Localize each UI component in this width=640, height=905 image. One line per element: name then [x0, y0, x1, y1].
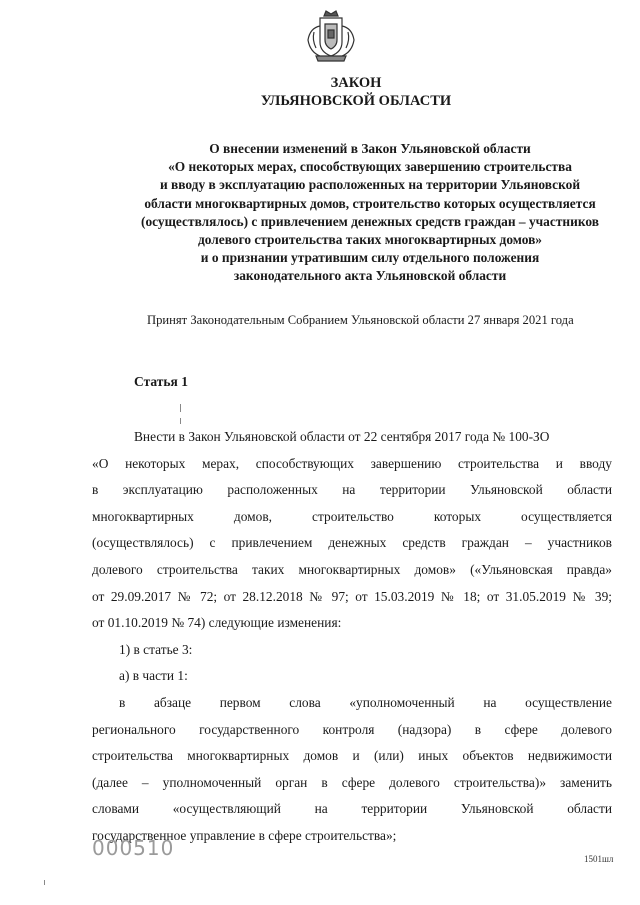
article-body — [92, 424, 612, 850]
body-line: от 01.10.2019 № 74) следующие изменения: — [92, 615, 342, 631]
body-line: словами «осуществляющий на территории Ульяновской области — [92, 801, 612, 817]
body-line: «О некоторых мерах, способствующих завершению строительства и вводу — [92, 455, 612, 471]
coat-of-arms-icon — [302, 6, 360, 64]
subject-line: законодательного акта Ульяновской области — [233, 268, 507, 284]
body-line: многоквартирных домов, строительство которых осуществляется — [92, 508, 612, 524]
body-line: 1) в статье 3: — [119, 641, 193, 657]
document-code: 1501шл — [584, 854, 614, 864]
scan-speck — [44, 880, 45, 885]
scan-speck — [180, 418, 181, 424]
subject-line: О внесении изменений в Закон Ульяновской области — [209, 141, 531, 156]
body-line: от 29.09.2017 № 72; от 28.12.2018 № 97; от 15.03.2019 № 18; от 31.05.2019 № 39; — [92, 588, 612, 604]
body-line: регионального государственного контроля (надзора) в сфере долевого — [92, 721, 612, 737]
body-line: а) в части 1: — [119, 668, 188, 684]
body-line: государственное управление в сфере строительства»; — [92, 827, 397, 843]
scan-speck — [180, 404, 181, 412]
article-heading: Статья 1 — [134, 374, 188, 389]
subject-line: и о признании утратившим силу отдельного положения — [200, 250, 540, 266]
body-line: (осуществлялось) с привлечением денежных средств граждан – участников — [92, 535, 612, 551]
law-subject — [120, 140, 620, 286]
law-title-line: УЛЬЯНОВСКОЙ ОБЛАСТИ — [260, 93, 452, 109]
body-line: строительства многоквартирных домов и (или) иных объектов недвижимости — [92, 748, 612, 764]
body-line: Внести в Закон Ульяновской области от 22 сентября 2017 года № 100-ЗО — [134, 429, 550, 444]
law-title-line: ЗАКОН — [330, 75, 382, 91]
body-line: долевого строительства таких многоквартирных домов» («Ульяновская правда» — [92, 561, 612, 577]
law-title — [0, 74, 640, 110]
body-line: (далее – уполномоченный орган в сфере долевого строительства)» заменить — [92, 774, 612, 790]
adoption-note: Принят Законодательным Собранием Ульяновской области 27 января 2021 года — [147, 313, 574, 327]
subject-line: и вводу в эксплуатацию расположенных на территории Ульяновской — [159, 177, 581, 193]
subject-line: долевого строительства таких многоквартирных домов» — [197, 232, 543, 248]
stamp-number: 000510 — [92, 836, 175, 860]
subject-line: «О некоторых мерах, способствующих завершению строительства — [168, 159, 572, 175]
subject-line: области многоквартирных домов, строительство которых осуществляется — [144, 195, 596, 211]
subject-line: (осуществлялось) с привлечением денежных средств граждан – участников — [141, 213, 599, 229]
body-line: в абзаце первом слова «уполномоченный на осуществление — [119, 694, 612, 710]
body-line: в эксплуатацию расположенных на территории Ульяновской области — [92, 482, 612, 498]
